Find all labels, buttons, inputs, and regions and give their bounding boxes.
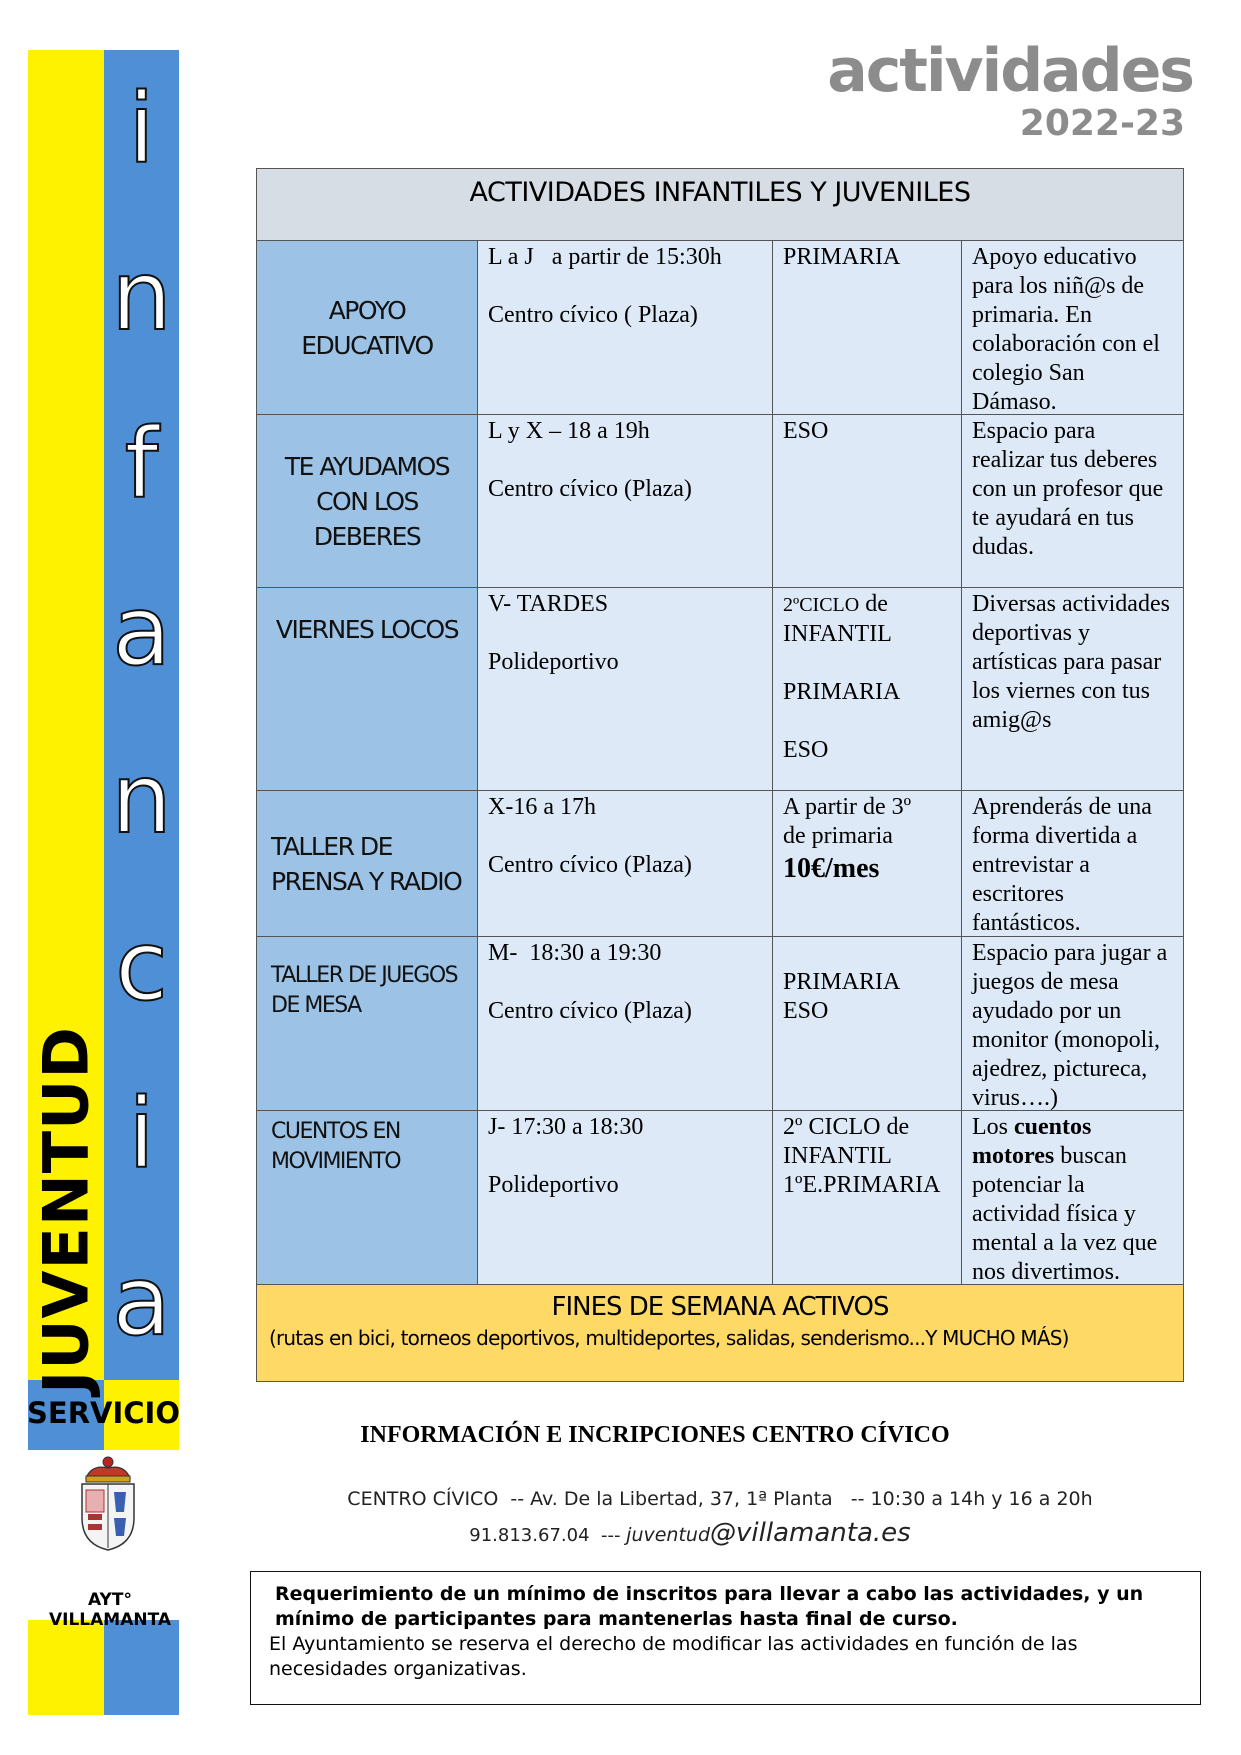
schedule-cell [478,588,773,790]
letter: a [112,1244,171,1357]
audience-line: PRIMARIA [783,679,901,705]
ayuntamiento-label: AYT° VILLAMANTA [48,1590,172,1630]
schedule-place: Polideportivo [488,649,619,675]
table-row [257,241,1183,415]
description-cell: Espacio para realizar tus deberes con un profesor que te ayudará en tus dudas. [962,415,1183,587]
table-title: ACTIVIDADES INFANTILES Y JUVENILES [257,169,1183,241]
schedule-cell [478,1111,773,1284]
activity-name-line: MOVIMIENTO [271,1149,401,1174]
activity-name-cell [257,241,478,414]
table-row [257,588,1183,791]
description-cell: Apoyo educativo para los niñ@s de primaria. En colaboración con el colegio San Dámaso. [962,241,1183,414]
info-title: INFORMACIÓN E INCRIPCIONES CENTRO CÍVICO [360,1422,950,1448]
heading-year: 2022-23 [1019,103,1185,144]
letter: i [128,1077,155,1190]
activity-name-line: DE MESA [271,993,361,1018]
activity-name-line: EDUCATIVO [301,330,433,360]
schedule-place: Centro cívico (Plaza) [488,852,692,878]
weekend-activities-banner [257,1285,1183,1381]
audience-cell [773,1111,962,1284]
letter: c [115,910,168,1023]
audience-line: PRIMARIA [783,969,901,995]
activities-table [256,168,1184,1382]
schedule-cell [478,791,773,936]
requirements-notice [250,1571,1201,1705]
info-address: CENTRO CÍVICO -- Av. De la Libertad, 37, 1ª Planta -- 10:30 a 14h y 16 a 20h [347,1488,1093,1510]
schedule-time: J- 17:30 a 18:30 [488,1114,644,1140]
schedule-time: M- 18:30 a 19:30 [488,940,662,966]
table-row [257,791,1183,937]
weekend-subtitle: (rutas en bici, torneos deportivos, multideportes, salidas, senderismo...Y MUCHO MÁS) [269,1326,1069,1350]
activity-name-cell [257,1111,478,1284]
schedule-place: Centro cívico ( Plaza) [488,302,698,328]
audience-line: ESO [783,737,829,763]
activity-name-line: CUENTOS EN [271,1119,400,1144]
heading-title: actividades [827,36,1193,106]
schedule-place: Polideportivo [488,1172,619,1198]
letter: a [112,575,171,688]
letter: f [124,407,159,520]
activity-name-cell [257,937,478,1110]
coat-of-arms-icon [72,1452,144,1552]
audience-cell [773,588,962,790]
vertical-infancia-word [104,55,179,1375]
table-row [257,937,1183,1111]
notice-normal: El Ayuntamiento se reserva el derecho de modificar las actividades en función de las necesidades organizativas. [269,1633,1078,1680]
activity-name-line: TALLER DE [271,831,392,861]
activity-name-cell [257,415,478,587]
audience-line: 2º CICLO de [783,1114,910,1140]
banner-blue-footer [104,1620,179,1715]
email-domain: @villamanta.es [710,1518,911,1548]
description-cell: Los cuentos motores buscan potenciar la actividad física y mental a la vez que nos divertimos. [962,1111,1183,1284]
audience-cell [773,937,962,1110]
table-row [257,415,1183,588]
banner-yellow-footer [28,1620,104,1715]
servicio-label: SERVICIO [27,1396,180,1430]
schedule-place: Centro cívico (Plaza) [488,998,692,1024]
activity-name-line: VIERNES LOCOS [275,615,459,644]
schedule-cell [478,415,773,587]
phone-number: 91.813.67.04 [469,1525,590,1546]
schedule-place: Centro cívico (Plaza) [488,476,692,502]
audience-line: ESO [783,418,829,444]
audience-line: INFANTIL [783,621,892,647]
audience-cell [773,415,962,587]
schedule-time: X-16 a 17h [488,794,596,820]
page-heading [827,38,1193,144]
letter: n [111,742,172,855]
weekend-title: FINES DE SEMANA ACTIVOS [551,1292,889,1322]
schedule-time: L a J a partir de 15:30h [488,244,722,270]
letter: n [111,240,172,353]
schedule-cell [478,241,773,414]
schedule-time: L y X – 18 a 19h [488,418,650,444]
info-contact: 91.813.67.04 --- juventud@villamanta.es [469,1518,911,1548]
activity-name-cell [257,791,478,936]
audience-cell [773,791,962,936]
description-cell: Aprenderás de una forma divertida a entrevistar a escritores fantásticos. [962,791,1183,936]
activity-name-cell [257,588,478,790]
audience-line: PRIMARIA [783,244,901,270]
email-user: juventud [626,1524,711,1546]
activity-name-line: CON LOS [316,486,418,516]
price-label: 10€/mes [783,853,880,884]
audience-cell [773,241,962,414]
activity-name-line: APOYO [328,295,406,325]
letter: i [128,73,155,185]
audience-line: INFANTIL [783,1143,892,1169]
audience-line: ESO [783,998,829,1024]
schedule-time: V- TARDES [488,591,609,617]
juventud-vertical-label: JUVENTUD [29,1026,103,1394]
notice-bold: Requerimiento de un mínimo de inscritos para llevar a cabo las actividades, y un mínimo de participantes para mantenerlas hasta final de curso. [275,1583,1144,1630]
activity-name-line: TE AYUDAMOS [284,451,450,481]
description-cell: Diversas actividades deportivas y artísticas para pasar los viernes con tus amig@s [962,588,1183,790]
audience-line: 1ºE.PRIMARIA [783,1172,941,1198]
description-cell: Espacio para jugar a juegos de mesa ayudado por un monitor (monopoli, ajedrez, pictureca, virus….) [962,937,1183,1110]
activity-name-line: PRENSA Y RADIO [271,866,462,896]
audience-line: 2ºCICLO de [783,591,888,617]
audience-line: A partir de 3º [783,794,912,820]
activity-name-line: TALLER DE JUEGOS [271,963,458,988]
activity-name-line: DEBERES [313,521,421,551]
table-row [257,1111,1183,1285]
audience-line: de primaria [783,823,893,849]
schedule-cell [478,937,773,1110]
